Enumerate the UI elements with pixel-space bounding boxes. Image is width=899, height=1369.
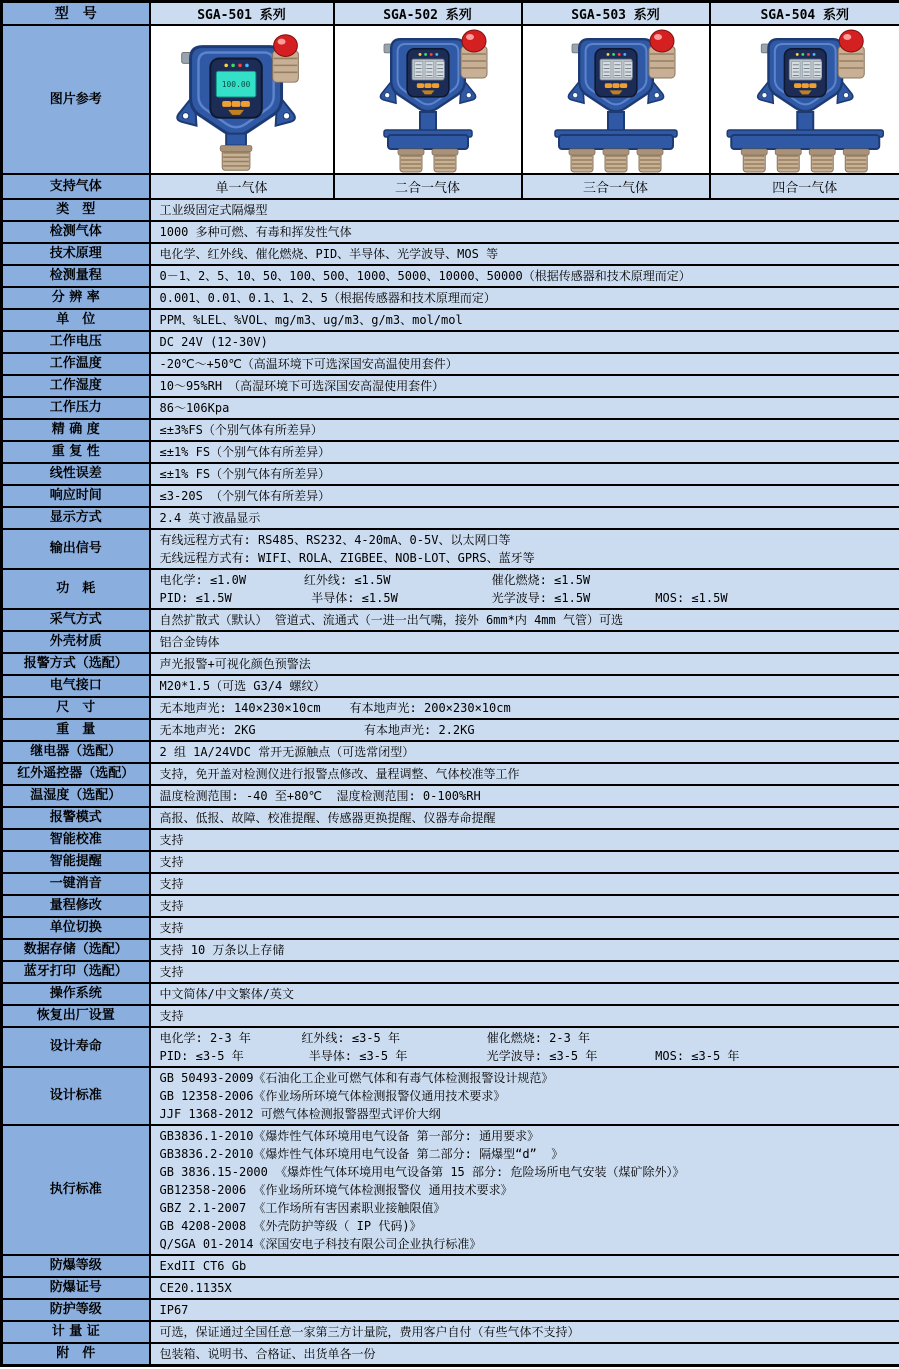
spec-value-line: GB 4208-2008 《外壳防护等级（ IP 代码)》 xyxy=(159,1219,422,1233)
spec-value-line: 0－1、2、5、10、50、100、500、1000、5000、10000、50000（根据传感器和技术原理而定） xyxy=(159,269,691,283)
spec-value-line: 电化学: ≤1.0W 红外线: ≤1.5W 催化燃烧: ≤1.5W xyxy=(159,573,591,587)
table-row xyxy=(2,463,899,485)
spec-row-value xyxy=(150,653,899,675)
spec-value-line: 无线远程方式有: WIFI、ROLA、ZIGBEE、NOB-LOT、GPRS、蓝牙等 xyxy=(159,551,535,565)
spec-row-value xyxy=(150,1027,899,1067)
spec-row-value xyxy=(150,1067,899,1125)
spec-row-value xyxy=(150,719,899,741)
spec-row-value xyxy=(150,939,899,961)
gas-type-sga-501: 单一气体 xyxy=(150,174,334,199)
spec-value-line: 支持 xyxy=(159,899,184,913)
spec-row-label: 类 型 xyxy=(2,199,150,221)
spec-row-value xyxy=(150,419,899,441)
header-model-label: 型 号 xyxy=(2,2,150,26)
sensor-probe xyxy=(398,149,424,172)
model-column-sga-501: SGA-501 系列 xyxy=(150,2,334,26)
spec-value-line: DC 24V (12-30V) xyxy=(159,335,268,349)
table-row xyxy=(2,265,899,287)
spec-row-label: 操作系统 xyxy=(2,983,150,1005)
table-row xyxy=(2,653,899,675)
spec-row-label: 量程修改 xyxy=(2,895,150,917)
spec-rows xyxy=(2,199,899,1366)
table-row xyxy=(2,609,899,631)
table-row xyxy=(2,199,899,221)
spec-row-value xyxy=(150,961,899,983)
model-column-sga-502: SGA-502 系列 xyxy=(334,2,522,26)
table-row xyxy=(2,485,899,507)
spec-value-line: -20℃～+50℃（高温环境下可选深国安高温使用套件） xyxy=(159,357,458,371)
table-row xyxy=(2,631,899,653)
spec-value-line: JJF 1368-2012 可燃气体检测报警器型式评价大纲 xyxy=(159,1107,441,1121)
spec-value-line: 支持 xyxy=(159,965,184,979)
spec-row-label: 输出信号 xyxy=(2,529,150,569)
spec-row-value xyxy=(150,463,899,485)
spec-row-value xyxy=(150,675,899,697)
spec-row-value xyxy=(150,1125,899,1255)
spec-value-line: ≤3-20S （个别气体有所差异） xyxy=(159,489,331,503)
spec-row-value xyxy=(150,1277,899,1299)
spec-value-line: 电化学: 2-3 年 红外线: ≤3-5 年 催化燃烧: 2-3 年 xyxy=(159,1031,591,1045)
spec-row-value xyxy=(150,631,899,653)
spec-row-label: 蓝牙打印（选配） xyxy=(2,961,150,983)
sensor-probe xyxy=(775,149,801,172)
spec-row-value xyxy=(150,609,899,631)
table-row xyxy=(2,763,899,785)
table-row xyxy=(2,569,899,609)
table-row xyxy=(2,873,899,895)
spec-row-value xyxy=(150,807,899,829)
spec-row-value xyxy=(150,569,899,609)
table-row xyxy=(2,785,899,807)
spec-value-line: ≤±3%FS（个别气体有所差异） xyxy=(159,423,323,437)
spec-value-line: PID: ≤3-5 年 半导体: ≤3-5 年 光学波导: ≤3-5 年 MOS: ≤3-5 年 xyxy=(159,1049,740,1063)
spec-row-label: 重 量 xyxy=(2,719,150,741)
product-image-sga-504 xyxy=(710,25,899,174)
spec-value-line: 支持 10 万条以上存储 xyxy=(159,943,285,957)
spec-value-line: 自然扩散式（默认） 管道式、流通式（一进一出气嘴，接外 6mm*内 4mm 气管）可选 xyxy=(159,613,623,627)
spec-row-value xyxy=(150,309,899,331)
spec-row-label: 响应时间 xyxy=(2,485,150,507)
spec-value-line: PID: ≤1.5W 半导体: ≤1.5W 光学波导: ≤1.5W MOS: ≤1.5W xyxy=(159,591,728,605)
spec-row-label: 分 辨 率 xyxy=(2,287,150,309)
table-row xyxy=(2,309,899,331)
table-row xyxy=(2,397,899,419)
spec-row-value xyxy=(150,741,899,763)
spec-row-value xyxy=(150,895,899,917)
spec-value-line: 支持 xyxy=(159,1009,184,1023)
table-row xyxy=(2,1299,899,1321)
table-row xyxy=(2,507,899,529)
product-image-sga-501 xyxy=(150,25,334,174)
spec-value-line: 温度检测范围: -40 至+80℃ 湿度检测范围: 0-100%RH xyxy=(159,789,481,803)
table-row xyxy=(2,287,899,309)
table-row xyxy=(2,375,899,397)
sensor-probe xyxy=(637,149,663,172)
table-row xyxy=(2,243,899,265)
table-row xyxy=(2,741,899,763)
gas-row-label: 支持气体 xyxy=(2,174,150,199)
spec-row-value xyxy=(150,873,899,895)
spec-row-label: 设计标准 xyxy=(2,1067,150,1125)
spec-value-line: PPM、%LEL、%VOL、mg/m3、ug/m3、g/m3、mol/mol xyxy=(159,313,463,327)
spec-row-value xyxy=(150,331,899,353)
image-row-label: 图片参考 xyxy=(2,25,150,174)
spec-row-value xyxy=(150,697,899,719)
spec-row-label: 重 复 性 xyxy=(2,441,150,463)
spec-row-label: 工作电压 xyxy=(2,331,150,353)
sensor-probe xyxy=(843,149,869,172)
spec-row-value xyxy=(150,785,899,807)
image-row xyxy=(2,25,899,174)
spec-value-line: 10～95%RH （高湿环境下可选深国安高湿使用套件） xyxy=(159,379,445,393)
table-row xyxy=(2,961,899,983)
spec-row-label: 检测量程 xyxy=(2,265,150,287)
spec-row-label: 智能校准 xyxy=(2,829,150,851)
gas-type-sga-504: 四合一气体 xyxy=(710,174,899,199)
spec-row-label: 报警方式（选配） xyxy=(2,653,150,675)
spec-row-label: 采气方式 xyxy=(2,609,150,631)
spec-row-value xyxy=(150,397,899,419)
spec-row-label: 单 位 xyxy=(2,309,150,331)
model-column-sga-504: SGA-504 系列 xyxy=(710,2,899,26)
spec-row-value xyxy=(150,243,899,265)
spec-value-line: GB 12358-2006《作业场所环境气体检测报警仪通用技术要求》 xyxy=(159,1089,506,1103)
spec-value-line: 86～106Kpa xyxy=(159,401,230,415)
spec-row-label: 技术原理 xyxy=(2,243,150,265)
table-row xyxy=(2,851,899,873)
spec-row-value xyxy=(150,851,899,873)
spec-value-line: 2 组 1A/24VDC 常开无源触点（可选常闭型） xyxy=(159,745,415,759)
spec-value-line: 支持 xyxy=(159,833,184,847)
spec-row-label: 功 耗 xyxy=(2,569,150,609)
spec-value-line: 包装箱、说明书、合格证、出货单各一份 xyxy=(159,1347,376,1361)
table-row xyxy=(2,917,899,939)
spec-row-value xyxy=(150,917,899,939)
table-row xyxy=(2,1255,899,1277)
spec-value-line: Q/SGA 01-2014《深国安电子科技有限公司企业执行标准》 xyxy=(159,1237,482,1251)
table-row xyxy=(2,1321,899,1343)
table-row xyxy=(2,1067,899,1125)
spec-value-line: 0.001、0.01、0.1、1、2、5（根据传感器和技术原理而定） xyxy=(159,291,496,305)
spec-row-label: 数据存储（选配） xyxy=(2,939,150,961)
table-row xyxy=(2,331,899,353)
spec-row-label: 检测气体 xyxy=(2,221,150,243)
spec-row-value xyxy=(150,1255,899,1277)
spec-row-value xyxy=(150,763,899,785)
product-image-sga-503 xyxy=(522,25,710,174)
spec-row-label: 防爆证号 xyxy=(2,1277,150,1299)
table-row xyxy=(2,419,899,441)
spec-row-label: 精 确 度 xyxy=(2,419,150,441)
spec-value-line: 高报、低报、故障、校准提醒、传感器更换提醒、仪器寿命提醒 xyxy=(159,811,496,825)
spec-row-label: 显示方式 xyxy=(2,507,150,529)
spec-value-line: GBZ 2.1-2007 《工作场所有害因素职业接触限值》 xyxy=(159,1201,446,1215)
spec-row-label: 执行标准 xyxy=(2,1125,150,1255)
table-row xyxy=(2,829,899,851)
product-image-sga-502 xyxy=(334,25,522,174)
spec-row-label: 防护等级 xyxy=(2,1299,150,1321)
spec-row-label: 防爆等级 xyxy=(2,1255,150,1277)
table-row xyxy=(2,1125,899,1255)
gas-type-sga-502: 二合一气体 xyxy=(334,174,522,199)
spec-value-line: 无本地声光: 140×230×10cm 有本地声光: 200×230×10cm xyxy=(159,701,511,715)
spec-value-line: ExdII CT6 Gb xyxy=(159,1259,247,1273)
table-row xyxy=(2,221,899,243)
spec-value-line: IP67 xyxy=(159,1303,189,1317)
header-row xyxy=(2,2,899,26)
spec-value-line: 支持 xyxy=(159,921,184,935)
gas-row xyxy=(2,174,899,199)
table-row xyxy=(2,939,899,961)
spec-row-value xyxy=(150,1343,899,1366)
spec-row-value xyxy=(150,1005,899,1027)
spec-row-value xyxy=(150,485,899,507)
spec-value-line: 中文简体/中文繁体/英文 xyxy=(159,987,294,1001)
gas-type-sga-503: 三合一气体 xyxy=(522,174,710,199)
table-row xyxy=(2,1343,899,1366)
spec-value-line: 支持 xyxy=(159,877,184,891)
spec-row-value xyxy=(150,441,899,463)
spec-value-line: 支持 xyxy=(159,855,184,869)
table-row xyxy=(2,1005,899,1027)
spec-value-line: GB 50493-2009《石油化工企业可燃气体和有毒气体检测报警设计规范》 xyxy=(159,1071,554,1085)
spec-row-label: 工作温度 xyxy=(2,353,150,375)
table-row xyxy=(2,807,899,829)
sensor-probe xyxy=(220,145,252,170)
spec-row-label: 报警模式 xyxy=(2,807,150,829)
spec-value-line: 有线远程方式有: RS485、RS232、4-20mA、0-5V、以太网口等 xyxy=(159,533,511,547)
spec-value-line: ≤±1% FS（个别气体有所差异） xyxy=(159,445,331,459)
alarm-beacon-icon xyxy=(272,35,298,82)
spec-row-value xyxy=(150,1321,899,1343)
spec-value-line: 电化学、红外线、催化燃烧、PID、半导体、光学波导、MOS 等 xyxy=(159,247,499,261)
spec-value-line: 声光报警+可视化颜色预警法 xyxy=(159,657,311,671)
spec-row-label: 设计寿命 xyxy=(2,1027,150,1067)
spec-row-value xyxy=(150,1299,899,1321)
spec-value-line: 可选，保证通过全国任意一家第三方计量院，费用客户自付（有些气体不支持） xyxy=(159,1325,580,1339)
table-row xyxy=(2,697,899,719)
spec-row-label: 计 量 证 xyxy=(2,1321,150,1343)
spec-row-value xyxy=(150,353,899,375)
spec-row-value xyxy=(150,265,899,287)
spec-value-line: 铝合金铸体 xyxy=(159,635,220,649)
spec-row-label: 恢复出厂设置 xyxy=(2,1005,150,1027)
sensor-probe xyxy=(603,149,629,172)
table-row xyxy=(2,675,899,697)
spec-value-line: 2.4 英寸液晶显示 xyxy=(159,511,261,525)
spec-row-label: 智能提醒 xyxy=(2,851,150,873)
alarm-beacon-icon xyxy=(649,30,675,78)
screen-reading: 100.00 xyxy=(221,80,250,90)
spec-row-value xyxy=(150,829,899,851)
table-row xyxy=(2,1027,899,1067)
spec-row-value xyxy=(150,221,899,243)
spec-row-label: 温湿度（选配） xyxy=(2,785,150,807)
spec-row-label: 一键消音 xyxy=(2,873,150,895)
spec-row-value xyxy=(150,287,899,309)
spec-value-line: 无本地声光: 2KG 有本地声光: 2.2KG xyxy=(159,723,475,737)
spec-row-label: 电气接口 xyxy=(2,675,150,697)
spec-row-label: 工作湿度 xyxy=(2,375,150,397)
spec-value-line: 工业级固定式隔爆型 xyxy=(159,203,268,217)
sensor-probe xyxy=(741,149,767,172)
table-row xyxy=(2,353,899,375)
spec-row-value xyxy=(150,983,899,1005)
table-row xyxy=(2,895,899,917)
spec-value-line: GB12358-2006 《作业场所环境气体检测报警仪 通用技术要求》 xyxy=(159,1183,513,1197)
spec-value-line: GB 3836.15-2000 《爆炸性气体环境用电气设备第 15 部分: 危险场所电气安装（煤矿除外）》 xyxy=(159,1165,685,1179)
spec-row-label: 工作压力 xyxy=(2,397,150,419)
table-row xyxy=(2,1277,899,1299)
spec-value-line: GB3836.2-2010《爆炸性气体环境用电气设备 第二部分: 隔爆型“d” 》 xyxy=(159,1147,564,1161)
spec-row-label: 红外遥控器（选配） xyxy=(2,763,150,785)
sensor-probe xyxy=(569,149,595,172)
spec-value-line: M20*1.5（可选 G3/4 螺纹） xyxy=(159,679,326,693)
spec-row-label: 附 件 xyxy=(2,1343,150,1366)
table-row xyxy=(2,983,899,1005)
alarm-beacon-icon xyxy=(461,30,487,78)
spec-row-label: 继电器（选配） xyxy=(2,741,150,763)
alarm-beacon-icon xyxy=(838,30,864,78)
spec-row-label: 单位切换 xyxy=(2,917,150,939)
spec-row-label: 线性误差 xyxy=(2,463,150,485)
table-row xyxy=(2,529,899,569)
spec-row-label: 尺 寸 xyxy=(2,697,150,719)
spec-value-line: CE20.1135X xyxy=(159,1281,232,1295)
spec-value-line: GB3836.1-2010《爆炸性气体环境用电气设备 第一部分: 通用要求》 xyxy=(159,1129,540,1143)
spec-value-line: 1000 多种可燃、有毒和挥发性气体 xyxy=(159,225,352,239)
spec-row-value xyxy=(150,199,899,221)
table-row xyxy=(2,719,899,741)
spec-value-line: 支持，免开盖对检测仪进行报警点修改、量程调整、气体校准等工作 xyxy=(159,767,520,781)
spec-row-label: 外壳材质 xyxy=(2,631,150,653)
spec-row-value xyxy=(150,529,899,569)
sensor-probe xyxy=(809,149,835,172)
sensor-probe xyxy=(432,149,458,172)
spec-row-value xyxy=(150,507,899,529)
table-row xyxy=(2,441,899,463)
spec-row-value xyxy=(150,375,899,397)
spec-value-line: ≤±1% FS（个别气体有所差异） xyxy=(159,467,331,481)
model-column-sga-503: SGA-503 系列 xyxy=(522,2,710,26)
